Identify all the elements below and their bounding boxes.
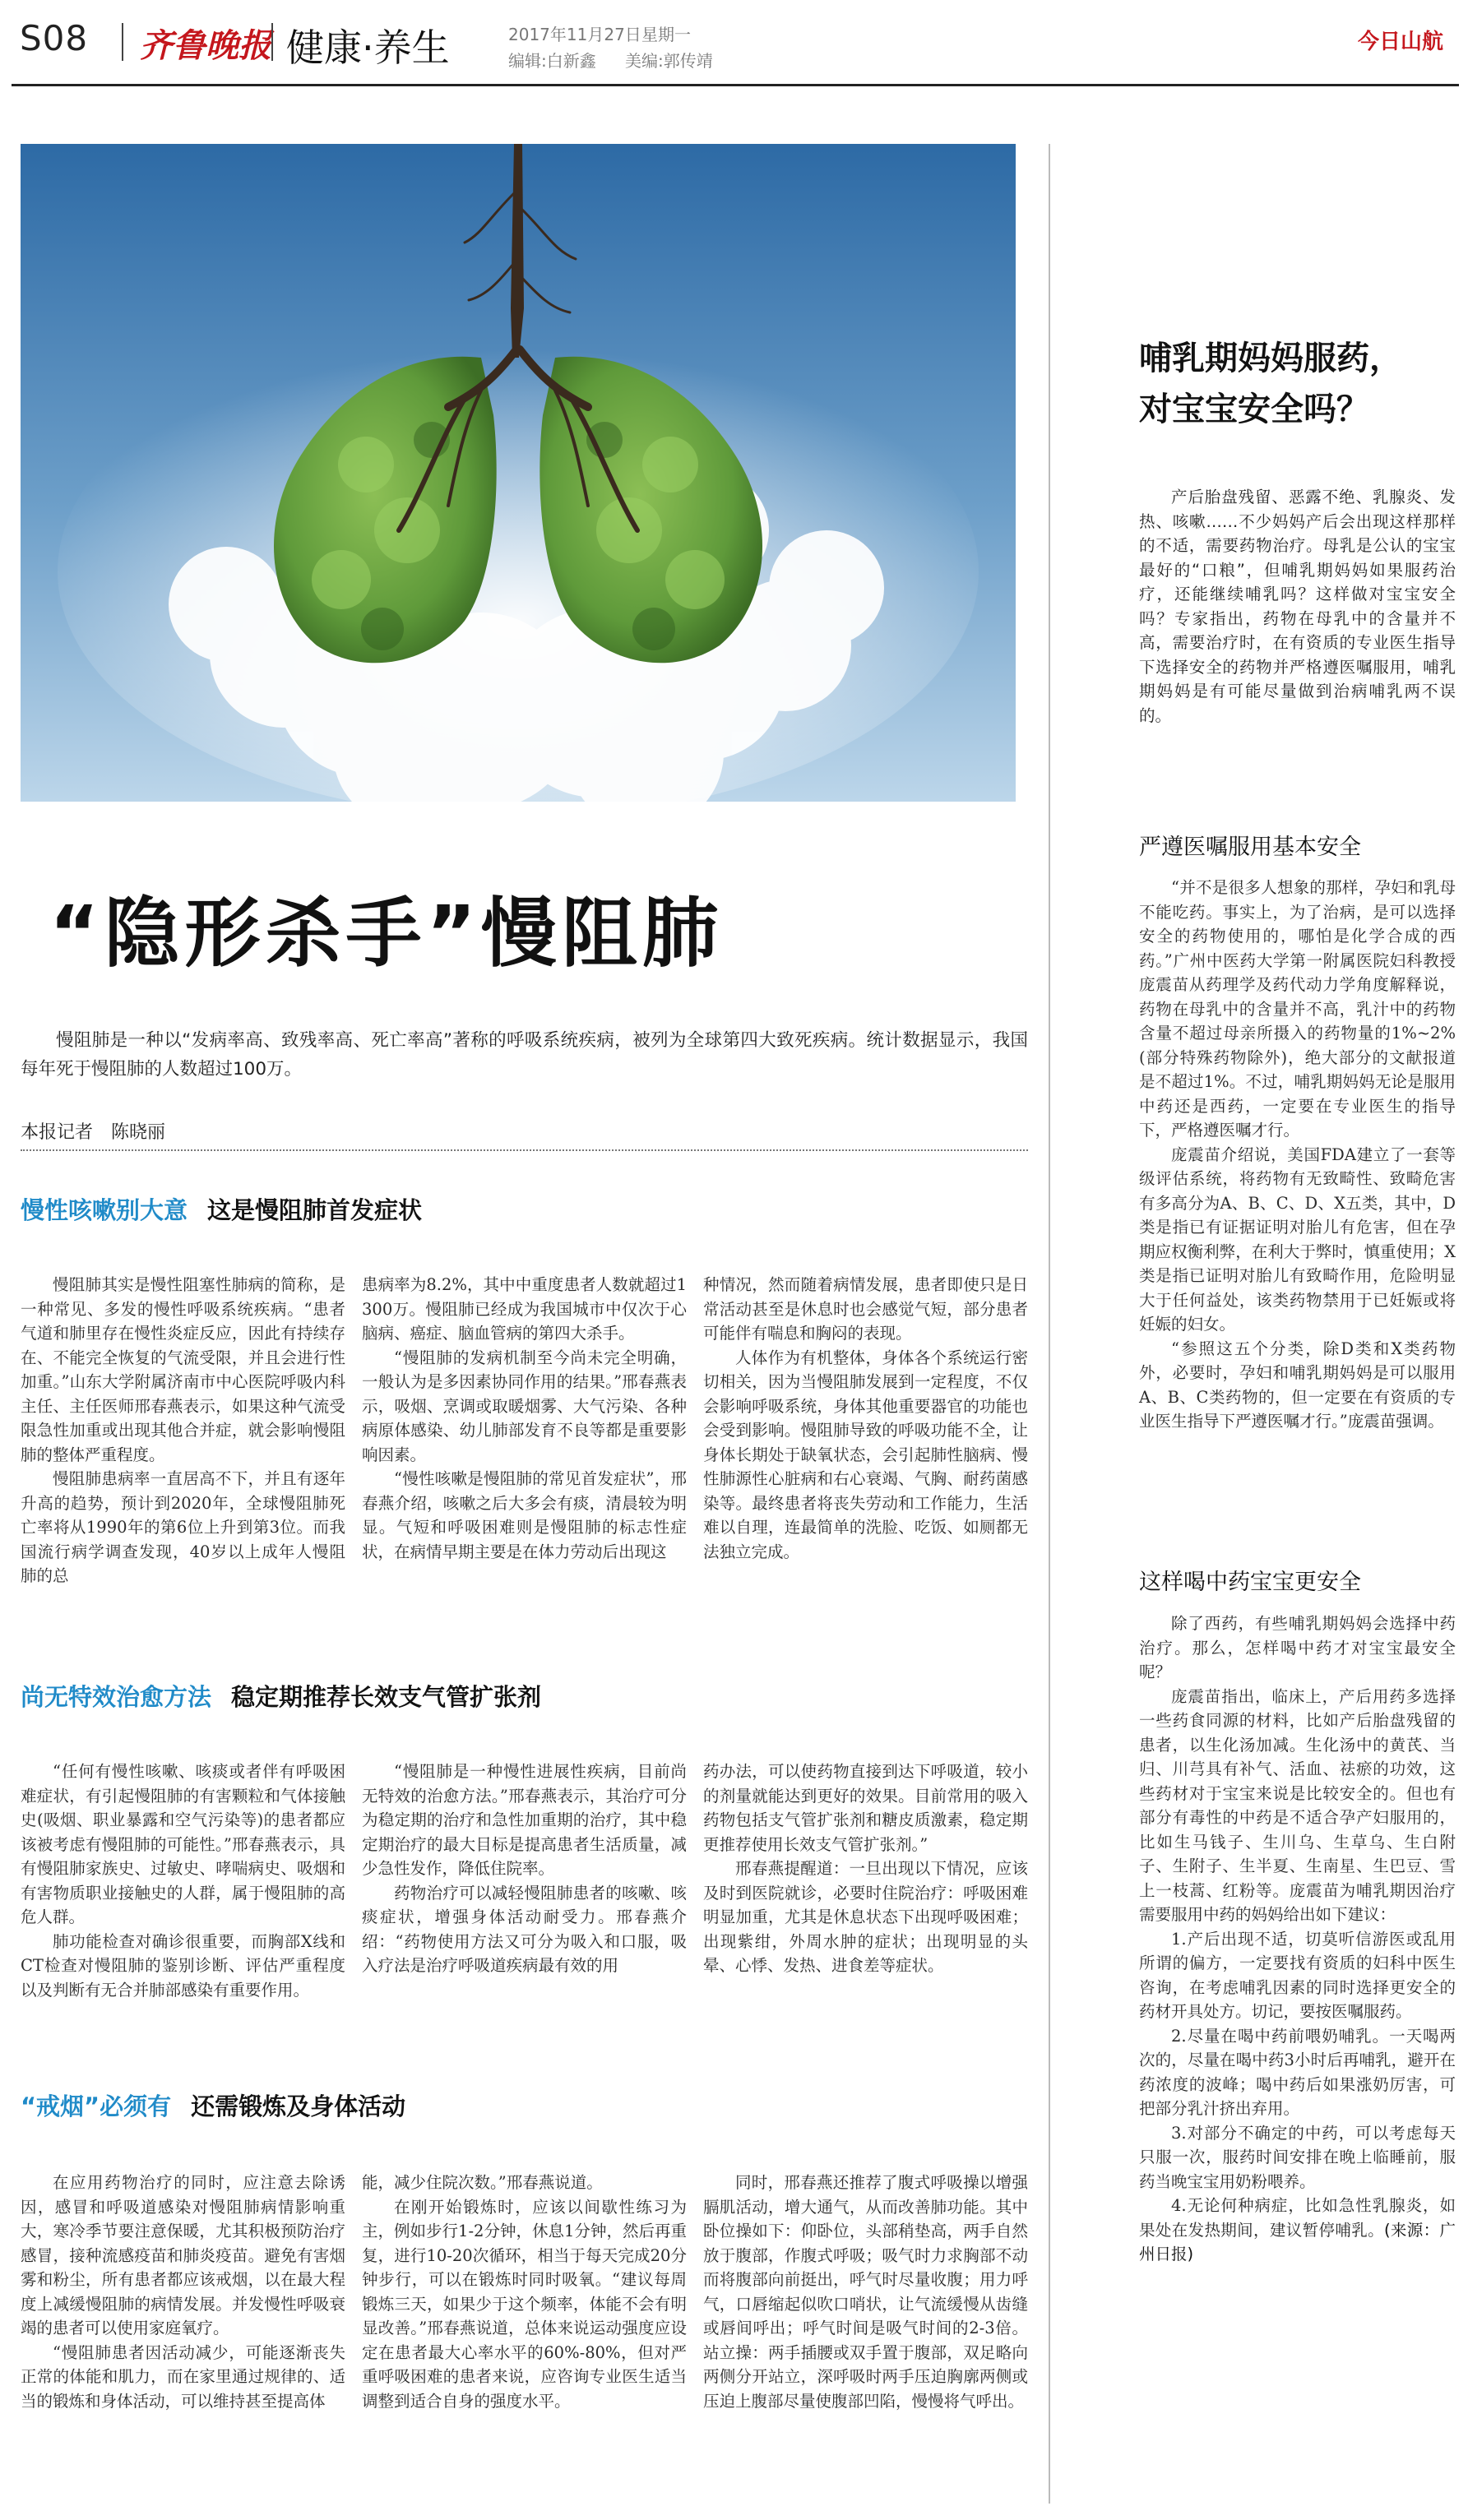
- sidebar-subhead: 这样喝中药宝宝更安全: [1139, 1570, 1361, 1595]
- paper-logo: 齐鲁晚报: [140, 26, 271, 65]
- sidebar-headline-line: 对宝宝安全吗？: [1139, 391, 1369, 428]
- section-title: 健康·养生: [286, 25, 450, 70]
- paragraph: 庞震苗介绍说，美国FDA建立了一套等级评估系统，将药物有无致畸性、致畸危害有多高分为A、B、C、D、X五类，其中，D类是指已有证据证明对胎儿有危害，但在孕期应权衡利弊，在利大于弊时，慎重使用；X类是指已证明对胎儿有致畸作用，危险明显大于任何益处，该类药物禁用于已妊娠或将妊娠的妇女。: [1139, 1144, 1456, 1334]
- lung-tree-icon: [21, 144, 1016, 802]
- paragraph: 1.产后出现不适，切莫听信游医或乱用所谓的偏方，一定要找有资质的妇科中医生咨询，在考虑哺乳因素的同时选择更安全的药材开具处方。切记，要按医嘱服药。: [1139, 1929, 1456, 2021]
- paragraph: 同时，邢春燕还推荐了腹式呼吸操以增强膈肌活动，增大通气，从而改善肺功能。其中卧位操如下：仰卧位，头部稍垫高，两手自然放于腹部，作腹式呼吸；吸气时力求胸部不动而将腹部向前挺出，呼气时尽量收腹；用力呼气，口唇缩起似吹口哨状，让气流缓慢从齿缝或唇间呼出；呼气时间是吸气时间的2-3倍。站立操：两手插腰或双手置于腹部，双足略向两侧分开站立，深呼吸时两手压迫胸廓两侧或压迫上腹部尽量使腹部凹陷，慢慢将气呼出。: [703, 2173, 1028, 2411]
- issue-weekday: 星期一: [641, 25, 691, 44]
- paragraph: “参照这五个分类，除D类和X类药物外，必要时，孕妇和哺乳期妈妈是可以服用A、B、C类药物的，但一定要在有资质的专业医生指导下严遵医嘱才行。”庞震苗强调。: [1139, 1339, 1456, 1431]
- paragraph: 庞震苗指出，临床上，产后用药多选择一些药食同源的材料，比如产后胎盘残留的患者，以生化汤加减。生化汤中的黄芪、当归、川芎具有补气、活血、祛瘀的功效，这些药材对于宝宝来说是比较安全的。但也有部分有毒性的中药是不适合孕产妇服用的，比如生马钱子、生川乌、生草乌、生白附子、生附子、生半夏、生南星、生巴豆、雪上一枝蒿、红粉等。庞震苗为哺乳期因治疗需要服用中药的妈妈给出如下建议：: [1139, 1686, 1456, 1924]
- paragraph: “慢阻肺是一种慢性进展性疾病，目前尚无特效的治愈方法。”邢春燕表示，其治疗可分为稳定期的治疗和急性加重期的治疗，其中稳定期治疗的最大目标是提高患者生活质量，减少急性发作，降低住院率。: [362, 1762, 687, 1878]
- masthead: [0, 0, 1468, 82]
- body-columns: [21, 1273, 1028, 1643]
- text-column: [21, 1273, 345, 1643]
- paragraph: 能，减少住院次数。”邢春燕说道。: [362, 2173, 603, 2192]
- header-divider: [271, 23, 273, 61]
- subhead-keyword: “戒烟”必须有: [21, 2092, 172, 2120]
- paragraph: 肺功能检查对确诊很重要，而胸部X线和CT检查对慢阻肺的鉴别诊断、评估严重程度以及判断有无合并肺部感染有重要作用。: [21, 1931, 345, 2000]
- edition-tag: 今日山航: [1357, 30, 1443, 54]
- text-column: [362, 1759, 687, 2055]
- header-divider: [122, 23, 123, 61]
- paragraph: 2.尽量在喝中药前喂奶哺乳。一天喝两次的，尽量在喝中药3小时后再哺乳，避开在药浓度的波峰；喝中药后如果涨奶厉害，可把部分乳汁挤出弃用。: [1139, 2026, 1456, 2118]
- subhead-text: 稳定期推荐长效支气管扩张剂: [231, 1683, 542, 1711]
- paragraph: 药办法，可以使药物直接到达下呼吸道，较小的剂量就能达到更好的效果。目前常用的吸入药物包括支气管扩张剂和糖皮质激素，稳定期更推荐使用长效支气管扩张剂。”: [703, 1762, 1028, 1854]
- paragraph: 邢春燕提醒道：一旦出现以下情况，应该及时到医院就诊，必要时住院治疗：呼吸困难明显加重，尤其是休息状态下出现呼吸困难；出现紫绀，外周水肿的症状；出现明显的头晕、心悸、发热、进食差等症状。: [703, 1859, 1028, 1975]
- subhead-text: 这是慢阻肺首发症状: [207, 1196, 423, 1224]
- sidebar-headline-line: 哺乳期妈妈服药，: [1139, 340, 1402, 377]
- reporter-byline: 本报记者 陈晓丽: [21, 1122, 166, 1143]
- header-rule: [12, 84, 1459, 86]
- subhead-treatment: [21, 1679, 541, 1713]
- paragraph: 3.对部分不确定的中药，可以考虑每天只服一次，服药时间安排在晚上临睡前，服药当晚宝宝用奶粉喂养。: [1139, 2123, 1456, 2191]
- sidebar-body: [1139, 1611, 1456, 2499]
- sidebar-subhead: 严遵医嘱服用基本安全: [1139, 835, 1361, 860]
- text-column: [362, 1273, 687, 1643]
- subhead-keyword: 慢性咳嗽别大意: [21, 1196, 188, 1224]
- paragraph: 药物治疗可以减轻慢阻肺患者的咳嗽、咳痰症状，增强身体活动耐受力。邢春燕介绍：“药物使用方法又可分为吸入和口服，吸入疗法是治疗呼吸道疾病最有效的用: [362, 1883, 687, 1975]
- text-column: [362, 2171, 687, 2508]
- paragraph: 患病率为8.2%，其中中重度患者人数就超过1300万。慢阻肺已经成为我国城市中仅次于心脑病、癌症、脑血管病的第四大杀手。: [362, 1275, 687, 1343]
- paragraph: “并不是很多人想象的那样，孕妇和乳母不能吃药。事实上，为了治病，是可以选择安全的药物使用的，哪怕是化学合成的西药。”广州中医药大学第一附属医院妇科教授庞震苗从药理学及药代动力学角度解释说，药物在母乳中的含量并不高，乳汁中的药物含量不超过母亲所摄入的药物量的1%~2%(部分特殊药物除外)，绝大部分的文献报道是不超过1%。不过，哺乳期妈妈无论是服用中药还是西药，一定要在专业医生的指导下，严格遵医嘱才行。: [1139, 878, 1456, 1140]
- issue-date: 2017年11月27日: [508, 25, 641, 44]
- text-column: [21, 1759, 345, 2055]
- paragraph: 种情况，然而随着病情发展，患者即使只是日常活动甚至是休息时也会感觉气短，部分患者可能伴有喘息和胸闷的表现。: [703, 1275, 1028, 1343]
- sidebar-body: [1139, 876, 1456, 1542]
- paragraph: “慢阻肺的发病机制至今尚未完全明确，一般认为是多因素协同作用的结果。”邢春燕表示，吸烟、烹调或取暖烟雾、大气污染、各种病原体感染、幼儿肺部发育不良等都是重要影响因素。: [362, 1348, 687, 1464]
- body-columns: [21, 2171, 1028, 2508]
- byline-rule: [21, 1149, 1028, 1151]
- subhead-text: 还需锻炼及身体活动: [191, 2092, 406, 2120]
- paragraph: 在刚开始锻炼时，应该以间歇性练习为主，例如步行1-2分钟，休息1分钟，然后再重复，进行10-20次循环，相当于每天完成20分钟步行，可以在锻炼时同时吸氧。“建议每周锻炼三天，如果少于这个频率，体能不会有明显改善。”邢春燕说道，总体来说运动强度应设定在患者最大心率水平的60%-80%，但对严重呼吸困难的患者来说，应咨询专业医生适当调整到适合自身的强度水平。: [362, 2197, 687, 2411]
- subhead-chronic-cough: [21, 1192, 422, 1226]
- source-credit: (来源：广州日报): [1139, 2220, 1456, 2263]
- paragraph-text: 4.无论何种病症，比如急性乳腺炎，如果处在发热期间，建议暂停哺乳。: [1139, 2196, 1456, 2240]
- sidebar-headline: [1139, 333, 1456, 435]
- subhead-quit-smoking: [21, 2088, 405, 2122]
- lead-paragraph: 慢阻肺是一种以“发病率高、致残率高、死亡率高”著称的呼吸系统疾病，被列为全球第四大致死疾病。统计数据显示，我国每年死于慢阻肺的人数超过100万。: [21, 1030, 1028, 1080]
- page-number: S08: [20, 18, 89, 58]
- paragraph: 在应用药物治疗的同时，应注意去除诱因，感冒和呼吸道感染对慢阻肺病情影响重大，寒冷季节要注意保暖，尤其积极预防治疗感冒，接种流感疫苗和肺炎疫苗。避免有害烟雾和粉尘，所有患者都应该戒烟，以在最大程度上减缓慢阻肺的病情发展。并发慢性呼吸衰竭的患者可以使用家庭氧疗。: [21, 2173, 345, 2337]
- paragraph: “任何有慢性咳嗽、咳痰或者伴有呼吸困难症状，有引起慢阻肺的有害颗粒和气体接触史(吸烟、职业暴露和空气污染等)的患者都应该被考虑有慢阻肺的可能性。”邢春燕表示，具有慢阻肺家族史、过敏史、哮喘病史、吸烟和有害物质职业接触史的人群，属于慢阻肺的高危人群。: [21, 1762, 345, 1926]
- paragraph: 慢阻肺其实是慢性阻塞性肺病的简称，是一种常见、多发的慢性呼吸系统疾病。“患者气道和肺里存在慢性炎症反应，因此有持续存在、不能完全恢复的气流受限，并且会进行性加重。”山东大学附属济南市中心医院呼吸内科主任、主任医师邢春燕表示，如果这种气流受限急性加重或出现其他合并症，就会影响慢阻肺的整体严重程度。: [21, 1275, 345, 1464]
- sidebar-lead: 产后胎盘残留、恶露不绝、乳腺炎、发热、咳嗽……不少妈妈产后会出现这样那样的不适，需要药物治疗。母乳是公认的宝宝最好的“口粮”，但哺乳期妈妈如果服药治疗，还能继续哺乳吗？这样做对宝宝安全吗？专家指出，药物在母乳中的含量并不高，需要治疗时，在有资质的专业医生指导下选择安全的药物并严格遵医嘱服用，哺乳期妈妈是有可能尽量做到治病哺乳两不误的。: [1139, 488, 1456, 725]
- text-column: [703, 1273, 1028, 1643]
- paragraph: 人体作为有机整体，身体各个系统运行密切相关，因为当慢阻肺发展到一定程度，不仅会影响呼吸系统，身体其他重要器官的功能也会受到影响。慢阻肺导致的呼吸功能不全，让身体长期处于缺氧状态，会引起肺性脑病、慢性肺源性心脏病和右心衰竭、气胸、耐药菌感染等。最终患者将丧失劳动和工作能力，生活难以自理，连最简单的洗脸、吃饭、如厕都无法独立完成。: [703, 1348, 1028, 1561]
- editor-credit: 编辑:白新鑫: [508, 51, 596, 71]
- sidebar-divider: [1049, 144, 1050, 2504]
- paragraph: 慢阻肺患病率一直居高不下，并且有逐年升高的趋势，预计到2020年，全球慢阻肺死亡率将从1990年的第6位上升到第3位。而我国流行病学调查发现，40岁以上成年人慢阻肺的总: [21, 1469, 345, 1585]
- text-column: [703, 1759, 1028, 2055]
- paragraph: [1139, 2194, 1456, 2267]
- designer-credit: 美编:郭传靖: [625, 51, 713, 71]
- main-headline: “隐形杀手”慢阻肺: [49, 890, 723, 978]
- text-column: [703, 2171, 1028, 2508]
- paragraph: “慢性咳嗽是慢阻肺的常见首发症状”，邢春燕介绍，咳嗽之后大多会有痰，清晨较为明显。气短和呼吸困难则是慢阻肺的标志性症状，在病情早期主要是在体力劳动后出现这: [362, 1469, 687, 1561]
- paragraph: “慢阻肺患者因活动减少，可能逐渐丧失正常的体能和肌力，而在家里通过规律的、适当的锻炼和身体活动，可以维持甚至提高体: [21, 2342, 345, 2411]
- hero-photo: [21, 144, 1016, 802]
- subhead-keyword: 尚无特效治愈方法: [21, 1683, 212, 1711]
- paragraph: 除了西药，有些哺乳期妈妈会选择中药治疗。那么，怎样喝中药才对宝宝最安全呢？: [1139, 1614, 1456, 1681]
- text-column: [21, 2171, 345, 2508]
- body-columns: [21, 1759, 1028, 2055]
